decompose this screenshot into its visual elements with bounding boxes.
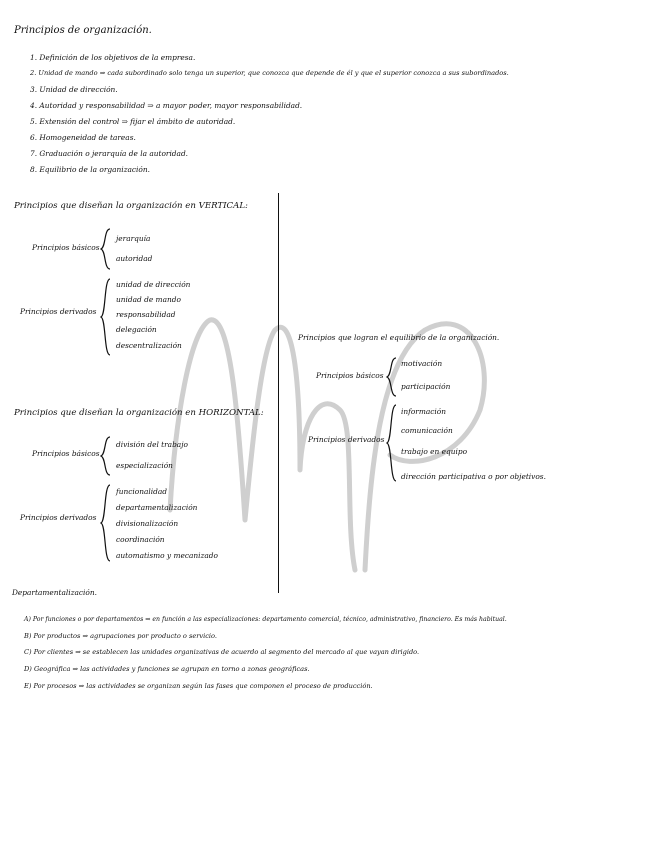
horizontal-derived-label: Principios derivados xyxy=(20,513,97,522)
departmentalization-item: A) Por funciones o por departamentos ⇒ en función a las especializaciones: departamento comercial, técnico, administrativo, financiero. Es más habitual. xyxy=(24,616,507,623)
page-title: Principios de organización. xyxy=(14,25,152,36)
horizontal-heading: Principios que diseñan la organización en HORIZONTAL: xyxy=(14,408,264,418)
vertical-derived-item: delegación xyxy=(116,325,157,334)
brace-icon xyxy=(386,357,398,397)
equilibrium-derived-label: Principios derivados xyxy=(308,435,385,444)
equilibrium-derived-item: información xyxy=(401,407,446,416)
departmentalization-item: E) Por procesos ⇒ las actividades se organizan según las fases que componen el proceso de producción. xyxy=(24,682,373,690)
horizontal-derived-item: divisionalización xyxy=(116,519,179,528)
horizontal-basic-item: especialización xyxy=(116,461,173,470)
equilibrium-derived-item: dirección participativa o por objetivos. xyxy=(401,472,546,481)
horizontal-derived-item: departamentalización xyxy=(116,503,198,512)
equilibrium-basic-label: Principios básicos xyxy=(316,371,384,380)
horizontal-derived-item: coordinación xyxy=(116,535,165,544)
vertical-basic-label: Principios básicos xyxy=(32,243,100,252)
vertical-derived-item: descentralización xyxy=(116,341,182,350)
vertical-derived-item: unidad de dirección xyxy=(116,280,191,289)
principle-item: 6. Homogeneidad de tareas. xyxy=(30,133,136,142)
horizontal-basic-label: Principios básicos xyxy=(32,449,100,458)
brace-icon xyxy=(100,436,112,476)
column-divider xyxy=(278,193,279,593)
departmentalization-item: C) Por clientes ⇒ se establecen las unidades organizativas de acuerdo al segmento del mercado al que vayan dirigido. xyxy=(24,648,420,656)
brace-icon xyxy=(100,278,112,356)
vertical-basic-item: jerarquía xyxy=(116,234,151,243)
vertical-derived-item: responsabilidad xyxy=(116,310,176,319)
principle-item: 8. Equilibrio de la organización. xyxy=(30,165,150,174)
brace-icon xyxy=(100,228,112,270)
brace-icon xyxy=(386,404,398,482)
horizontal-derived-item: automatismo y mecanizado xyxy=(116,551,218,560)
principle-item: 3. Unidad de dirección. xyxy=(30,85,118,94)
principle-item: 7. Graduación o jerarquía de la autoridad. xyxy=(30,149,189,158)
brace-icon xyxy=(100,484,112,562)
departmentalization-heading: Departamentalización. xyxy=(12,588,97,597)
principle-item: 5. Extensión del control ⇒ fijar el ámbito de autoridad. xyxy=(30,117,236,126)
vertical-derived-item: unidad de mando xyxy=(116,295,181,304)
equilibrium-heading: Principios que logran el equilibrio de la organización. xyxy=(298,333,500,342)
vertical-basic-item: autoridad xyxy=(116,254,153,263)
equilibrium-derived-item: comunicación xyxy=(401,426,453,435)
departmentalization-item: D) Geográfica ⇒ las actividades y funciones se agrupan en torno a zonas geográficas. xyxy=(24,665,310,673)
departmentalization-item: B) Por productos ⇒ agrupaciones por producto o servicio. xyxy=(24,632,217,640)
horizontal-basic-item: división del trabajo xyxy=(116,440,188,449)
vertical-derived-label: Principios derivados xyxy=(20,307,97,316)
vertical-heading: Principios que diseñan la organización en VERTICAL: xyxy=(14,201,248,211)
equilibrium-basic-item: participación xyxy=(401,382,451,391)
horizontal-derived-item: funcionalidad xyxy=(116,487,167,496)
principle-item: 4. Autoridad y responsabilidad ⇒ a mayor poder, mayor responsabilidad. xyxy=(30,101,303,110)
equilibrium-basic-item: motivación xyxy=(401,359,443,368)
equilibrium-derived-item: trabajo en equipo xyxy=(401,447,468,456)
principle-item: 1. Definición de los objetivos de la empresa. xyxy=(30,53,196,62)
principle-item: 2. Unidad de mando ⇒ cada subordinado solo tenga un superior, que conozca que depende de él y que el superior conozca a sus subordinados. xyxy=(30,69,509,77)
